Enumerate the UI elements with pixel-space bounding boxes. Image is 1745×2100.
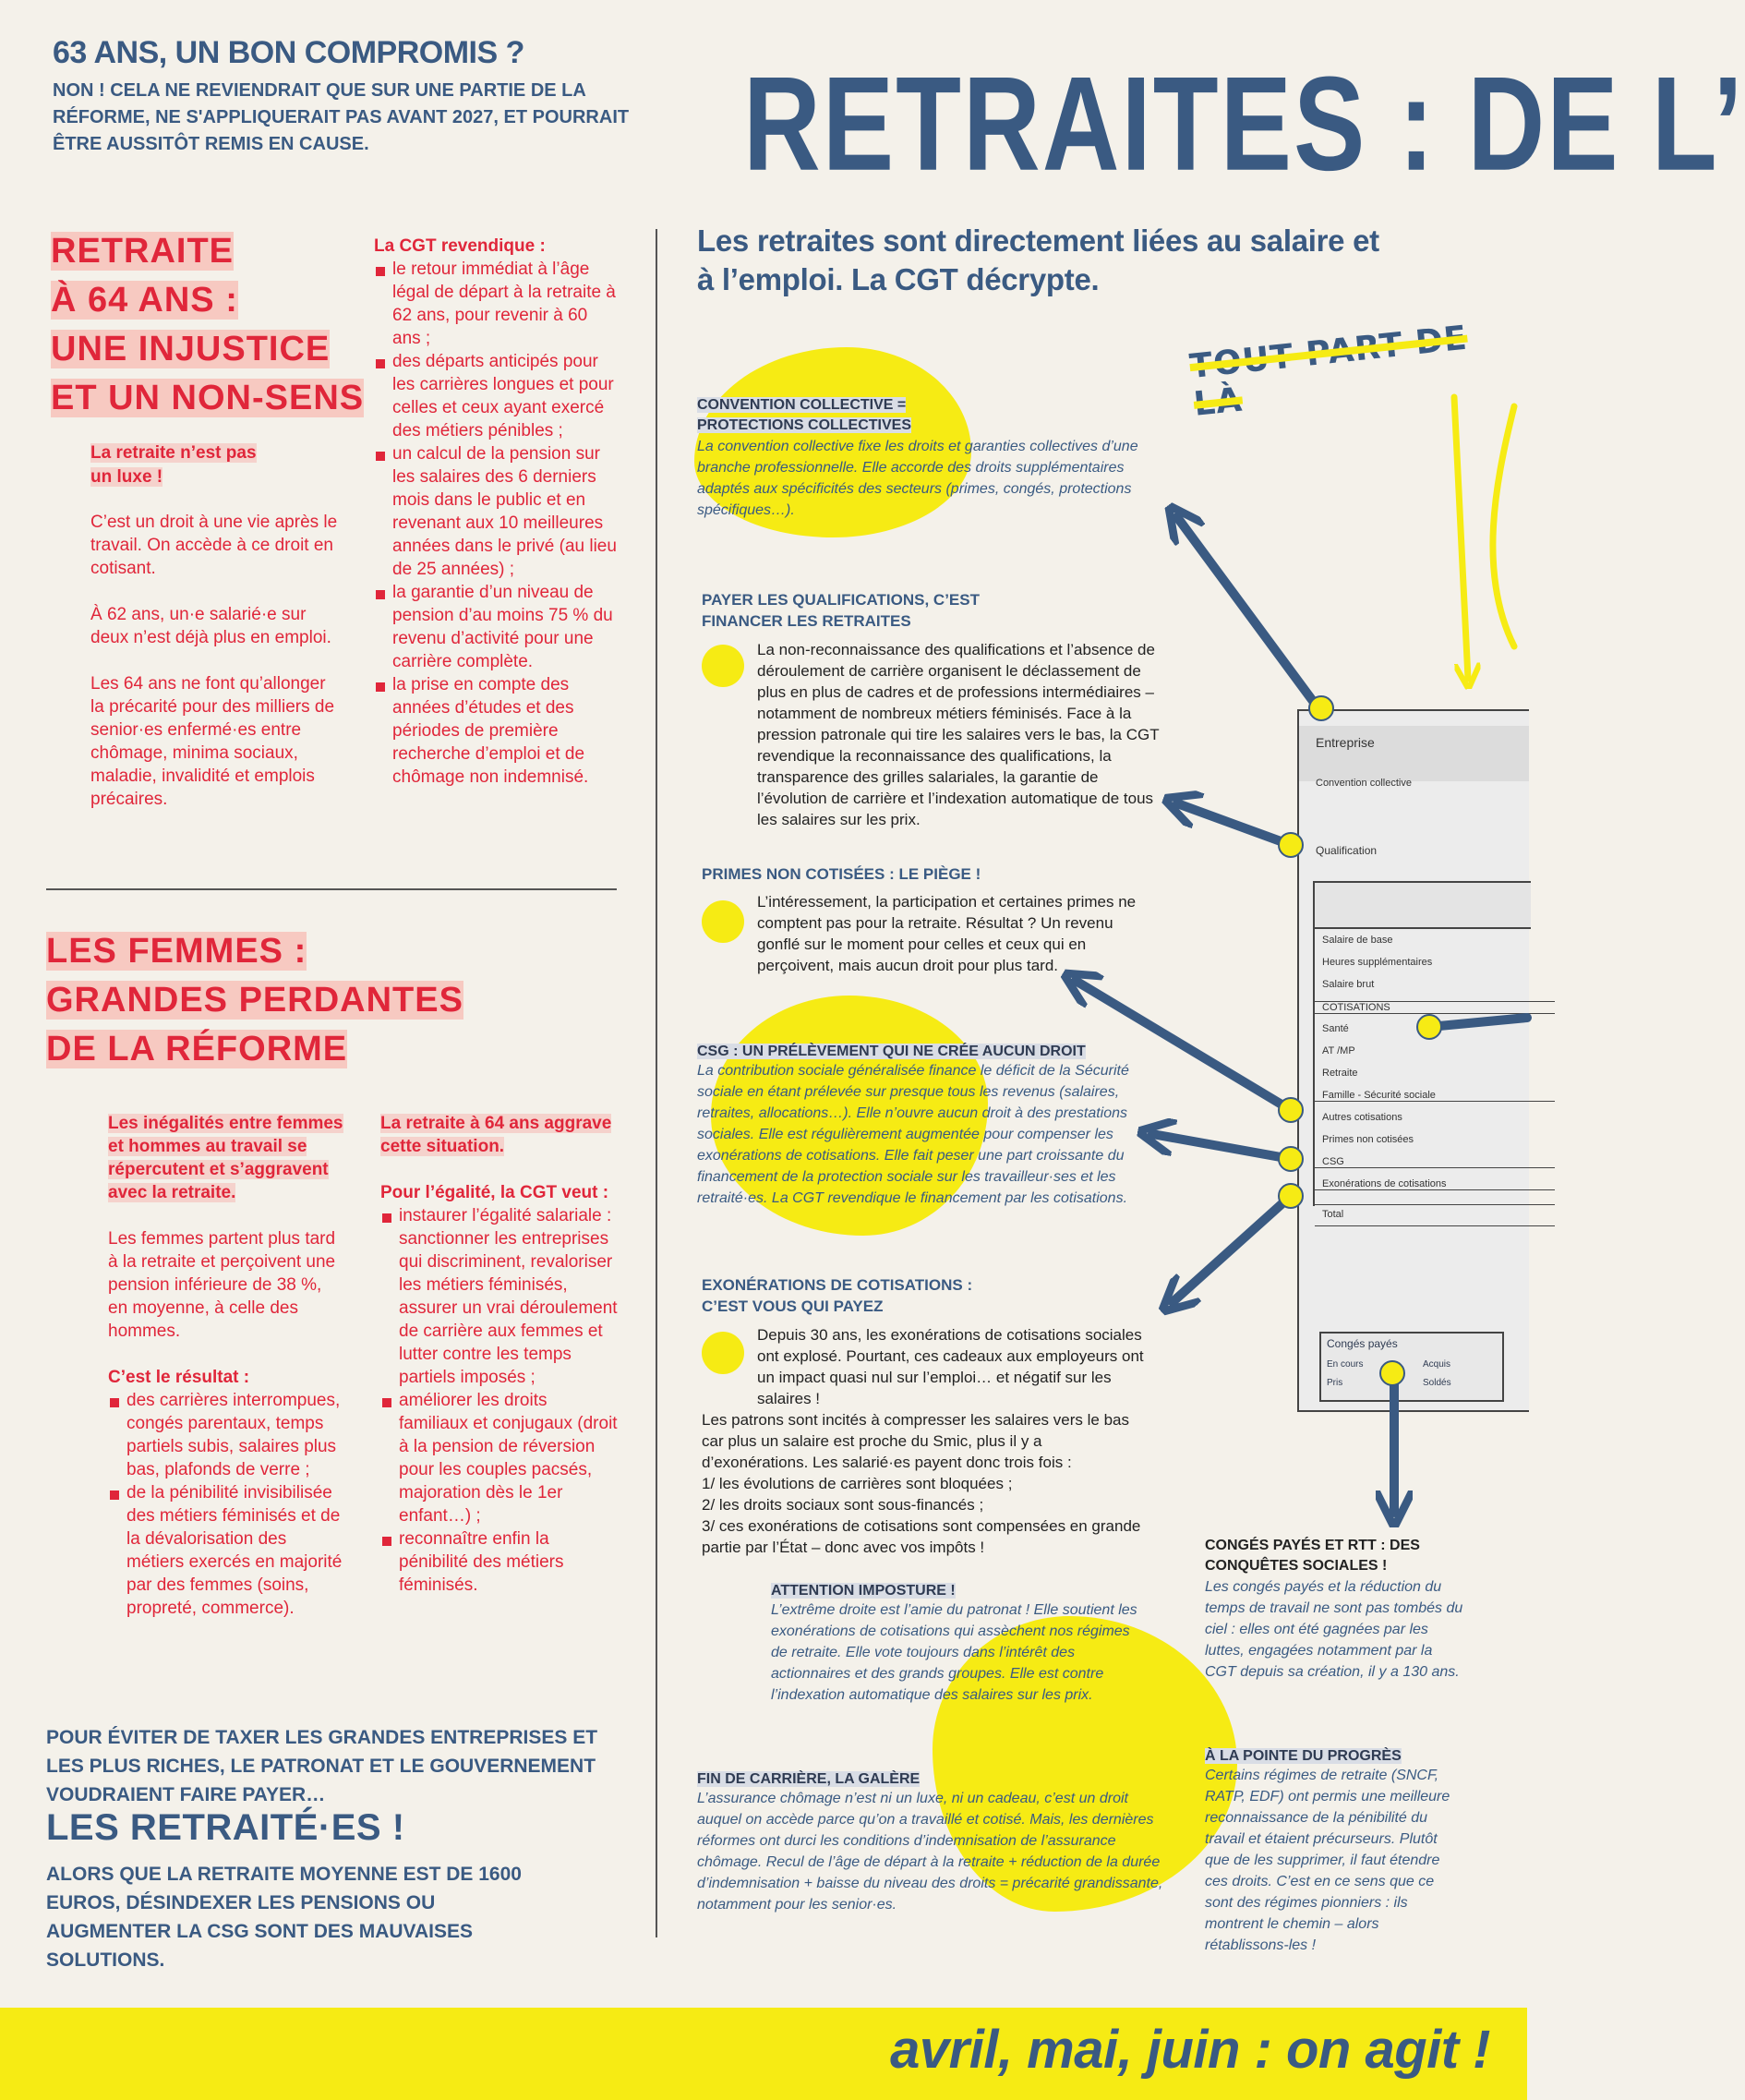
block-text: L’assurance chômage n’est ni un luxe, ni un cadeau, c’est un droit auquel on accède parce qu’on a travaillé et cotisé. Mais, les dernières réformes ont durci les conditions d’indemnisation de l’assurance chômage. Recul de l’âge de départ à la retraite + réduction de la durée d’indemnisation + baisse du niveau des droits = précarité grandissante, notamment pour les senior·es. bbox=[697, 1791, 1163, 1913]
section2-title-line: DE LA RÉFORME bbox=[46, 1030, 348, 1068]
block-title-text: CSG : UN PRÉLÈVEMENT QUI NE CRÉE AUCUN DROIT bbox=[697, 1044, 1086, 1059]
section2-title-line: GRANDES PERDANTES bbox=[46, 981, 463, 1020]
arrow-convention bbox=[1177, 517, 1320, 711]
payslip-row: Total bbox=[1315, 1204, 1555, 1226]
payslip-row: Retraite bbox=[1322, 1068, 1358, 1079]
block-title: PRIMES NON COTISÉES : LE PIÈGE ! bbox=[702, 865, 981, 883]
result-title: C’est le résultat : bbox=[108, 1368, 250, 1387]
arrow-primes bbox=[1076, 981, 1291, 1110]
block-title-text: CONVENTION COLLECTIVE = PROTECTIONS COLLECTIVES bbox=[697, 397, 912, 433]
list-item: des carrières interrompues, congés parentaux, temps partiels subis, salaires plus bas, plafonds de verre ; bbox=[108, 1389, 343, 1481]
list-item: le retour immédiat à l’âge légal de départ à la retraite à 62 ans, pour revenir à 60 ans ; bbox=[374, 258, 619, 350]
yellow-dot-icon bbox=[1309, 696, 1333, 720]
payslip-row: Primes non cotisées bbox=[1322, 1134, 1414, 1145]
demands-title: La CGT revendique : bbox=[374, 236, 546, 256]
arrow-exo bbox=[1173, 1196, 1291, 1302]
payslip-conges-cell: Pris bbox=[1327, 1378, 1343, 1388]
section1-title-line: ET UN NON-SENS bbox=[51, 379, 365, 417]
paragraph: C’est un droit à une vie après le travail. On accède à ce droit en cotisant. bbox=[90, 513, 338, 578]
payslip-row: AT /MP bbox=[1322, 1045, 1355, 1056]
kicker-text: NON ! CELA NE REVIENDRAIT QUE SUR UNE PARTIE DE LA RÉFORME, NE S'APPLIQUERAIT PAS AVANT 2027, ET POURRAIT ÊTRE AUSSITÔT REMIS EN CAUSE. bbox=[53, 80, 630, 154]
payslip-conges-cell: En cours bbox=[1327, 1359, 1364, 1370]
bottom-intro: POUR ÉVITER DE TAXER LES GRANDES ENTREPRISES ET LES PLUS RICHES, LE PATRONAT ET LE GOUVERNEMENT VOUDRAIENT FAIRE PAYER… bbox=[46, 1727, 598, 1805]
paragraph: Les 64 ans ne font qu’allonger la précarité pour des milliers de senior·es enfermé·es entre chômage, minima sociaux, maladie, invalidité et emplois précaires. bbox=[90, 674, 335, 809]
block-text: L’intéressement, la participation et certaines primes ne comptent pas pour la retraite. Résultat ? Un revenu gonflé sur le moment pour celles et ceux qui en perçoivent, mais aucun droit pour plus tard. bbox=[757, 893, 1137, 974]
payslip-row: Autres cotisations bbox=[1322, 1112, 1402, 1123]
payslip-row: COTISATIONS bbox=[1315, 1001, 1555, 1014]
payslip-qualification: Qualification bbox=[1316, 844, 1378, 857]
section1-title-line: RETRAITE bbox=[51, 232, 234, 271]
block-text-2: Les patrons sont incités à compresser les salaires vers le bas car plus un salaire est proche du Smic, plus il y a d’exonérations. Les salarié·es payent donc trois fois : bbox=[702, 1411, 1129, 1471]
list-item: la prise en compte des années d’études et des périodes de première recherche d’emploi et de chômage non indemnisé. bbox=[374, 673, 619, 789]
yellow-arrows bbox=[1454, 397, 1514, 679]
yellow-curve bbox=[1493, 406, 1514, 646]
list-item: des départs anticipés pour les carrières longues et pour celles et ceux ayant exercé des métiers pénibles ; bbox=[374, 350, 619, 442]
equality-title: Pour l’égalité, la CGT veut : bbox=[380, 1183, 609, 1202]
payslip-row: Salaire brut bbox=[1322, 979, 1375, 990]
bottom-big: LES RETRAITÉ·ES ! bbox=[46, 1807, 405, 1848]
block-text: Depuis 30 ans, les exonérations de cotisations sociales ont explosé. Pourtant, ces cadeaux aux employeurs ont un impact quasi nul sur l’emploi… et négatif sur les salaires ! bbox=[757, 1326, 1144, 1407]
block-title: CONGÉS PAYÉS ET RTT : DES CONQUÊTES SOCIALES ! bbox=[1205, 1538, 1420, 1574]
kicker-title: 63 ANS, UN BON COMPROMIS ? bbox=[53, 35, 524, 70]
payslip-row: Exonérations de cotisations bbox=[1315, 1178, 1555, 1190]
payslip-row: Santé bbox=[1322, 1023, 1349, 1034]
footer-slogan: avril, mai, juin : on agit ! bbox=[890, 2020, 1490, 2080]
block-title-text: À LA POINTE DU PROGRÈS bbox=[1205, 1748, 1402, 1764]
list-item: améliorer les droits familiaux et conjugaux (droit à la pension de réversion pour les couples pacsés, majoration dès le 1er enfant…) ; bbox=[380, 1389, 619, 1527]
yellow-dot-icon bbox=[1380, 1361, 1404, 1385]
paragraph: À 62 ans, un·e salarié·e sur deux n’est déjà plus en emploi. bbox=[90, 605, 331, 647]
block-text: La contribution sociale généralisée finance le déficit de la Sécurité sociale en étant prélevée sur presque tous les revenus (salaires, retraites, allocations…). Elle n’ouvre aucun droit à des prestations sociales. Elle est régulièrement augmentée pour compenser les exonérations de cotisations. Elle fait peser une part croissante du financement de la protection sociale sur les travailleur·ses et les retraité·es. La CGT revendique le financement par les cotisations. bbox=[697, 1063, 1129, 1206]
block-text: La convention collective fixe les droits et garanties collectives d’une branche professionnelle. Elle accorde des droits supplémentaires adaptés aux spécificités des secteurs (primes, congés, protections spécifiques…). bbox=[697, 439, 1138, 518]
bottom-outro: ALORS QUE LA RETRAITE MOYENNE EST DE 1600 EUROS, DÉSINDEXER LES PENSIONS OU AUGMENTER LA CSG SONT DES MAUVAISES SOLUTIONS. bbox=[46, 1864, 522, 1971]
list-item: 2/ les droits sociaux sont sous-financés ; bbox=[702, 1496, 984, 1514]
list-item: 1/ les évolutions de carrières sont bloquées ; bbox=[702, 1475, 1013, 1492]
main-title: RETRAITES : DE L’ bbox=[743, 48, 1745, 199]
yellow-dot-icon bbox=[1279, 1147, 1303, 1171]
block-text: La non-reconnaissance des qualifications et l’absence de déroulement de carrière organisent le déclassement de plus en plus de cadres et de professions intermédiaires – notamment de nombreux métiers féminisés. Face à la pression patronale qui tire les salaires vers le bas, la CGT revendique la reconnaissance des qualifications, la transparence des grilles salariales, la garantie de l’évolution de carrière et l’indexation automatique de tous les salaires sur les prix. bbox=[757, 641, 1160, 828]
payslip-dots bbox=[1279, 696, 1441, 1385]
list-item: de la pénibilité invisibilisée des métiers féminisés et de la dévalorisation des métiers exercés en majorité par des femmes (soins, propreté, commerce). bbox=[108, 1481, 343, 1620]
block-text: Certains régimes de retraite (SNCF, RATP, EDF) ont permis une meilleure reconnaissance de la pénibilité du travail et étaient précurseurs. Plutôt que de les supprimer, il faut étendre ces droits. C’est en ce sens que ce sont des régimes pionniers : ils montrent le chemin – alors rétablissons-les ! bbox=[1205, 1768, 1450, 1953]
list-item: la garantie d’un niveau de pension d’au moins 75 % du revenu d’activité pour une carrière complète. bbox=[374, 581, 619, 673]
yellow-dot-icon bbox=[1279, 833, 1303, 857]
yellow-dot-icon bbox=[1417, 1015, 1441, 1039]
yellow-arrow-down bbox=[1454, 397, 1468, 679]
scribble-text: TOUT PART DE LÀ bbox=[1187, 319, 1470, 424]
list-item: instaurer l’égalité salariale : sanctionner les entreprises qui discriminent, revaloriser les métiers féminisés, assurer un vrai déroulement de carrière aux femmes et lutter contre les temps partiels imposés ; bbox=[380, 1204, 619, 1389]
section2-title-line: LES FEMMES : bbox=[46, 932, 307, 971]
yellow-dot-icon bbox=[1279, 1184, 1303, 1208]
block-text: Les congés payés et la réduction du temps de travail ne sont pas tombés du ciel : elles ont été gagnées par les luttes, engagées notamment par la CGT depuis sa création, il y a 130 ans. bbox=[1205, 1579, 1463, 1680]
payslip-entreprise: Entreprise bbox=[1316, 735, 1375, 750]
block-title-text: ATTENTION IMPOSTURE ! bbox=[771, 1583, 956, 1599]
section1-subtitle-text: La retraite n’est pas un luxe ! bbox=[90, 443, 257, 487]
payslip-conges-title: Congés payés bbox=[1327, 1337, 1398, 1350]
payslip-row: Heures supplémentaires bbox=[1322, 957, 1433, 968]
section2-subtitle-b-text: La retraite à 64 ans aggrave cette situation. bbox=[380, 1114, 612, 1156]
list-item: 3/ ces exonérations de cotisations sont compensées en grande partie par l’État – donc avec vos impôts ! bbox=[702, 1517, 1141, 1556]
payslip-row: Famille - Sécurité sociale bbox=[1315, 1090, 1555, 1102]
right-lead: Les retraites sont directement liées au salaire et à l’emploi. La CGT décrypte. bbox=[697, 223, 1379, 296]
payslip-conges-cell: Acquis bbox=[1423, 1359, 1451, 1370]
blue-arrows bbox=[1076, 517, 1527, 1513]
yellow-dot-icon bbox=[1279, 1098, 1303, 1122]
section1-title-line: À 64 ANS : bbox=[51, 281, 238, 320]
section2-subtitle-a-text: Les inégalités entre femmes et hommes au travail se répercutent et s’aggravent avec la retraite. bbox=[108, 1114, 343, 1202]
block-title: EXONÉRATIONS DE COTISATIONS : C’EST VOUS QUI PAYEZ bbox=[702, 1276, 973, 1315]
arrow-right-row bbox=[1429, 1018, 1527, 1027]
list-item: un calcul de la pension sur les salaires des 6 derniers mois dans le public et en revenant aux 10 meilleures années dans le privé (au lieu de 25 années) ; bbox=[374, 442, 619, 581]
block-text: L’extrême droite est l’amie du patronat ! Elle soutient les exonérations de cotisations qui assèchent nos régimes de retraite. Elle vote toujours dans l’intérêt des actionnaires et des grands groupes. Elle est contre l’indexation automatique des salaires sur les prix. bbox=[771, 1602, 1137, 1703]
arrow-csg bbox=[1152, 1134, 1291, 1159]
block-title-text: FIN DE CARRIÈRE, LA GALÈRE bbox=[697, 1771, 921, 1787]
payslip-conges-cell: Soldés bbox=[1423, 1378, 1451, 1388]
payslip-row: CSG bbox=[1315, 1156, 1555, 1168]
arrow-qualif bbox=[1177, 803, 1291, 845]
payslip-row: Salaire de base bbox=[1322, 935, 1393, 946]
paragraph: Les femmes partent plus tard à la retraite et perçoivent une pension inférieure de 38 %, en moyenne, à celle des hommes. bbox=[108, 1229, 336, 1341]
block-title: PAYER LES QUALIFICATIONS, C’EST FINANCER LES RETRAITES bbox=[702, 591, 980, 630]
list-item: reconnaître enfin la pénibilité des métiers féminisés. bbox=[380, 1527, 619, 1597]
payslip-convention: Convention collective bbox=[1316, 778, 1412, 789]
section1-title-line: UNE INJUSTICE bbox=[51, 330, 331, 368]
